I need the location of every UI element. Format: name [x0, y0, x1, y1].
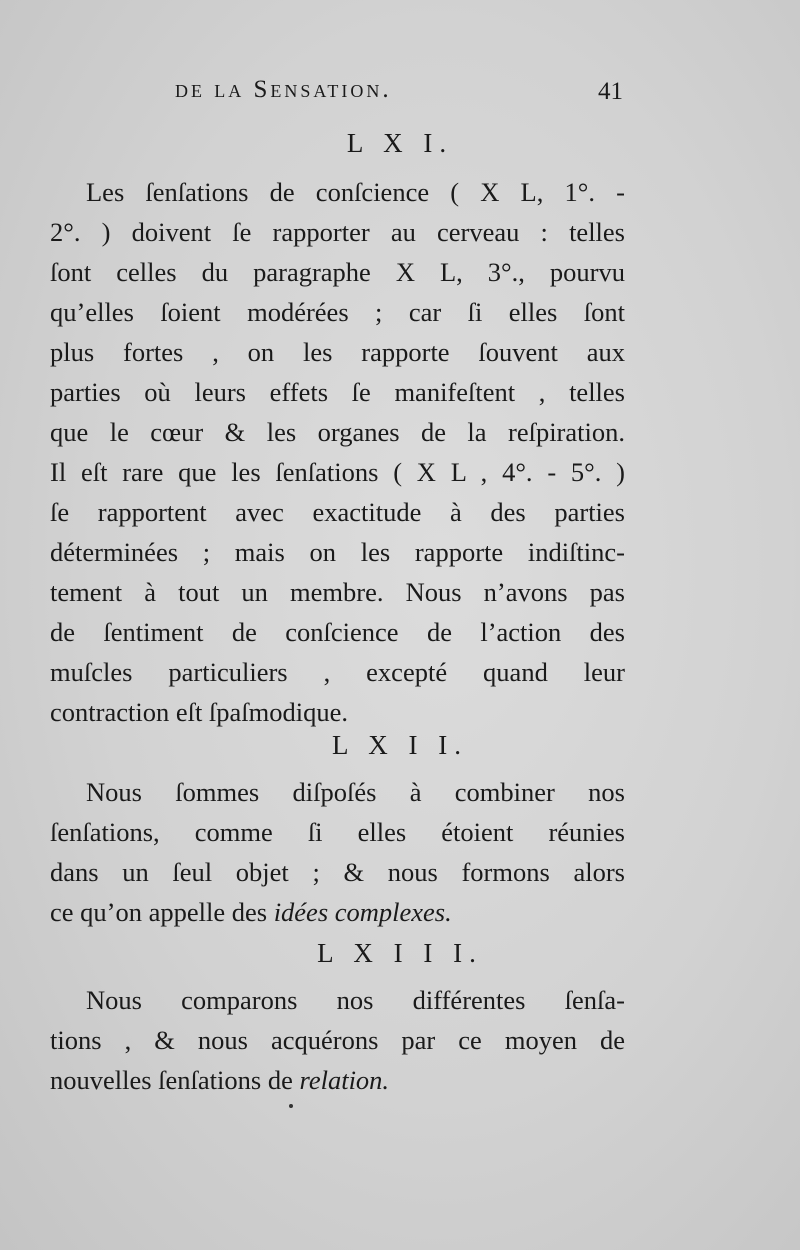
text-line: ſont celles du paragraphe X L, 3°., pourvu: [50, 257, 625, 287]
section-heading-lxi: L X I.: [346, 128, 454, 158]
paragraph-lxii: [50, 772, 625, 932]
page-header: [175, 72, 625, 112]
text-line: tions , & nous acquérons par ce moyen de: [50, 1025, 625, 1055]
text-line: parties où leurs effets ſe manifeſtent , telles: [50, 377, 625, 407]
page-number: 41: [598, 78, 623, 105]
text-line: muſcles particuliers , excepté quand leur: [50, 657, 625, 687]
text-line: Les ſenſations de conſcience ( X L, 1°. -: [86, 177, 625, 207]
text-line: [50, 1060, 625, 1100]
text-line: plus fortes , on les rapporte ſouvent aux: [50, 337, 625, 367]
emphasized-term: idées complexes.: [273, 897, 452, 927]
text-line: qu’elles ſoient modérées ; car ſi elles ſont: [50, 297, 625, 327]
emphasized-term: relation.: [299, 1065, 390, 1095]
text-line: 2°. ) doivent ſe rapporter au cerveau : telles: [50, 217, 625, 247]
running-head: de la Sensation.: [175, 76, 392, 103]
text-line: Nous comparons nos différentes ſenſa-: [86, 985, 625, 1015]
text-line: ſe rapportent avec exactitude à des parties: [50, 497, 625, 527]
text-line: de ſentiment de conſcience de l’action des: [50, 617, 625, 647]
text-fragment: ce qu’on appelle des: [50, 897, 274, 927]
text-line: Il eſt rare que les ſenſations ( X L , 4°. - 5°. ): [50, 457, 625, 487]
text-line: ſenſations, comme ſi elles étoient réunies: [50, 817, 625, 847]
paragraph-lxiii: [50, 980, 625, 1100]
ink-speck: [289, 1104, 293, 1108]
text-line: déterminées ; mais on les rapporte indiſtinc-: [50, 537, 625, 567]
section-heading-lxiii: L X I I I.: [317, 938, 483, 968]
text-line: Nous ſommes diſpoſés à combiner nos: [86, 777, 625, 807]
section-heading-lxii: L X I I.: [332, 730, 468, 760]
text-line: que le cœur & les organes de la reſpiration.: [50, 417, 625, 447]
text-line: [50, 892, 625, 932]
paragraph-lxi: [50, 172, 625, 732]
text-fragment: nouvelles ſenſations de: [50, 1065, 300, 1095]
text-line: contraction eſt ſpaſmodique.: [50, 697, 349, 727]
text-line: dans un ſeul objet ; & nous formons alors: [50, 857, 625, 887]
text-line: tement à tout un membre. Nous n’avons pas: [50, 577, 625, 607]
